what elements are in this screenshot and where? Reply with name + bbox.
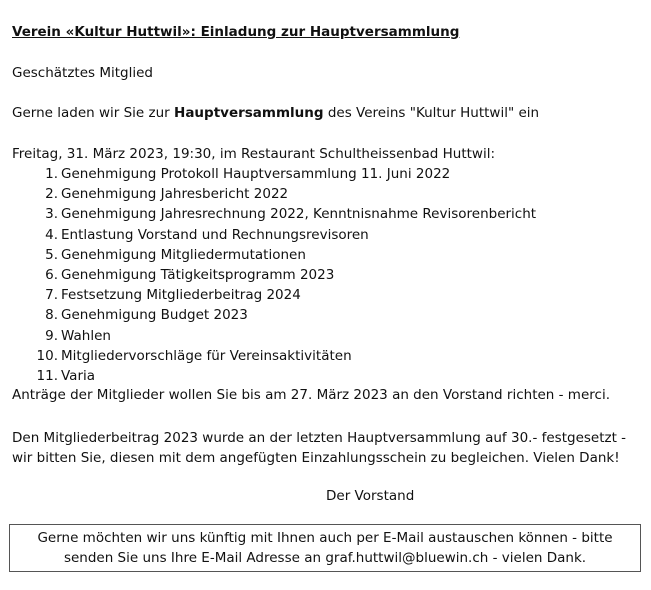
agenda-item-number: 3. bbox=[45, 206, 58, 223]
agenda-item bbox=[12, 164, 536, 184]
agenda-item-number: 6. bbox=[45, 266, 58, 283]
agenda-item bbox=[12, 265, 536, 285]
signature: Der Vorstand bbox=[326, 488, 415, 504]
document-title: Verein «Kultur Huttwil»: Einladung zur Hauptversammlung bbox=[12, 24, 460, 40]
agenda-item-text: Festsetzung Mitgliederbeitrag 2024 bbox=[61, 287, 301, 304]
agenda-list bbox=[12, 164, 536, 386]
invitation-suffix: des Vereins "Kultur Huttwil" ein bbox=[323, 105, 540, 121]
agenda-item bbox=[12, 225, 536, 245]
agenda-item-text: Genehmigung Jahresrechnung 2022, Kenntnisnahme Revisorenbericht bbox=[61, 206, 537, 223]
invitation-sentence bbox=[12, 105, 539, 121]
email-request-line-2: senden Sie uns Ihre E-Mail Adresse an graf.huttwil@bluewin.ch - vielen Dank. bbox=[63, 550, 587, 566]
agenda-item bbox=[12, 285, 536, 305]
greeting: Geschätztes Mitglied bbox=[12, 65, 153, 81]
invitation-emphasis: Hauptversammlung bbox=[174, 105, 324, 121]
agenda-item-number: 8. bbox=[45, 307, 58, 324]
agenda-item-text: Entlastung Vorstand und Rechnungsrevisoren bbox=[61, 226, 369, 243]
agenda-item bbox=[12, 366, 536, 386]
email-request-line-1: Gerne möchten wir uns künftig mit Ihnen auch per E-Mail austauschen können - bitte bbox=[37, 530, 613, 546]
agenda-item bbox=[12, 326, 536, 346]
agenda-item-text: Genehmigung Budget 2023 bbox=[61, 307, 248, 324]
membership-fee-note: Den Mitgliederbeitrag 2023 wurde an der letzten Hauptversammlung auf 30.- festgesetzt - wir bitten Sie, diesen mit dem angefügten Einzahlungsschein zu begleichen. Vielen Dank! bbox=[12, 430, 627, 466]
applications-note: Anträge der Mitglieder wollen Sie bis am 27. März 2023 an den Vorstand richten - merci. bbox=[12, 387, 610, 403]
agenda-item bbox=[12, 346, 536, 366]
agenda-item bbox=[12, 184, 536, 204]
agenda-item-number: 2. bbox=[45, 186, 58, 203]
agenda-item-number: 11. bbox=[36, 367, 58, 384]
agenda-item-number: 1. bbox=[45, 166, 58, 182]
agenda-item-number: 7. bbox=[45, 287, 58, 304]
agenda-item-text: Genehmigung Protokoll Hauptversammlung 11. Juni 2022 bbox=[61, 166, 451, 182]
agenda-item bbox=[12, 245, 536, 265]
meeting-date-location: Freitag, 31. März 2023, 19:30, im Restaurant Schultheissenbad Huttwil: bbox=[12, 146, 496, 162]
agenda-item bbox=[12, 305, 536, 325]
agenda-item-text: Wahlen bbox=[61, 327, 111, 344]
agenda-item-number: 9. bbox=[45, 327, 58, 344]
agenda-item-number: 4. bbox=[45, 226, 58, 243]
agenda-item-text: Genehmigung Tätigkeitsprogramm 2023 bbox=[61, 266, 335, 283]
email-request-box bbox=[9, 524, 641, 572]
agenda-item-number: 10. bbox=[36, 347, 58, 364]
agenda-item-text: Genehmigung Jahresbericht 2022 bbox=[61, 186, 289, 203]
invitation-prefix: Gerne laden wir Sie zur bbox=[12, 105, 175, 121]
agenda-item bbox=[12, 204, 536, 224]
agenda-item-text: Genehmigung Mitgliedermutationen bbox=[61, 246, 306, 263]
agenda-item-text: Mitgliedervorschläge für Vereinsaktivitäten bbox=[61, 347, 352, 364]
agenda-item-text: Varia bbox=[61, 367, 96, 384]
agenda-item-number: 5. bbox=[45, 246, 58, 263]
